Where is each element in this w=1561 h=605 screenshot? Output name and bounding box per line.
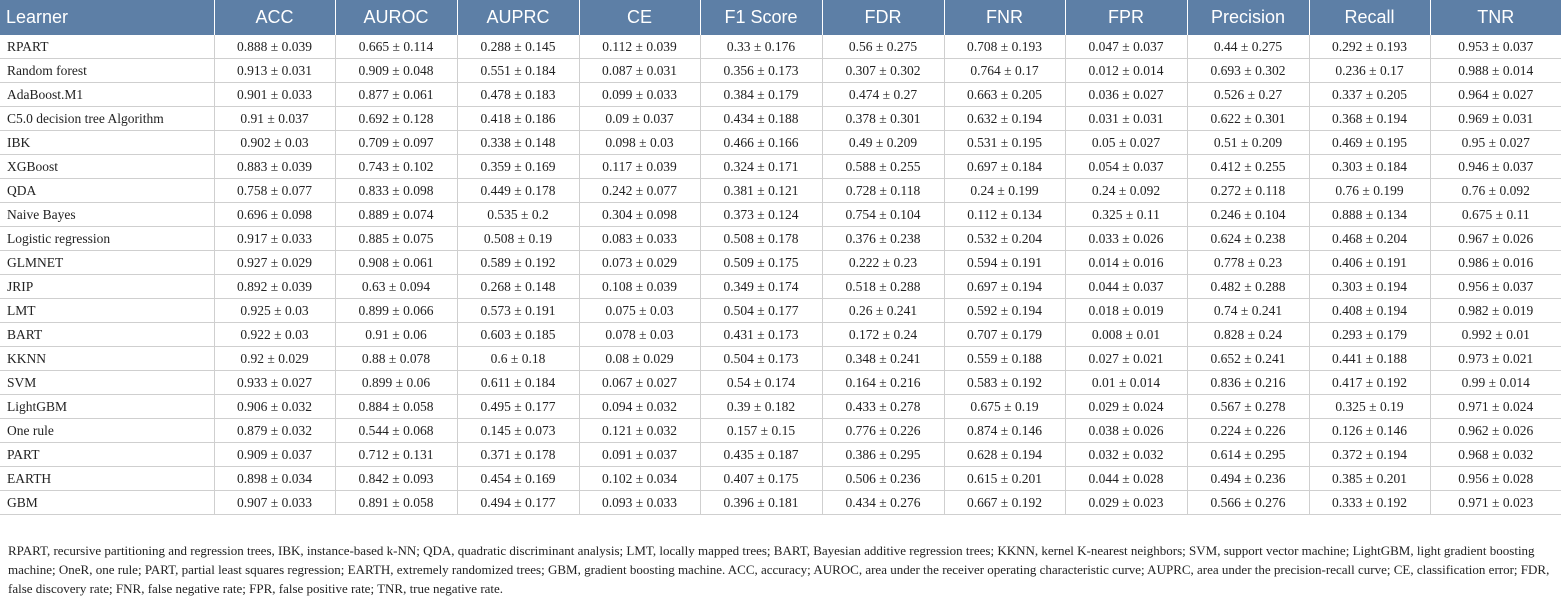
learner-name-cell: IBK [0, 131, 214, 155]
metric-cell: 0.879 ± 0.032 [214, 419, 335, 443]
metric-cell: 0.495 ± 0.177 [457, 395, 579, 419]
metric-cell: 0.964 ± 0.027 [1430, 83, 1561, 107]
metric-cell: 0.372 ± 0.194 [1309, 443, 1430, 467]
metric-cell: 0.418 ± 0.186 [457, 107, 579, 131]
learner-name-cell: KKNN [0, 347, 214, 371]
table-body [0, 35, 1561, 515]
metric-cell: 0.969 ± 0.031 [1430, 107, 1561, 131]
metric-cell: 0.08 ± 0.029 [579, 347, 700, 371]
metric-cell: 0.946 ± 0.037 [1430, 155, 1561, 179]
metric-cell: 0.888 ± 0.134 [1309, 203, 1430, 227]
metric-cell: 0.24 ± 0.092 [1065, 179, 1187, 203]
table-row [0, 347, 1561, 371]
header-row [0, 0, 1561, 35]
metric-cell: 0.592 ± 0.194 [944, 299, 1065, 323]
metric-cell: 0.031 ± 0.031 [1065, 107, 1187, 131]
metric-cell: 0.494 ± 0.177 [457, 491, 579, 515]
metric-cell: 0.917 ± 0.033 [214, 227, 335, 251]
metric-cell: 0.047 ± 0.037 [1065, 35, 1187, 59]
table-row [0, 131, 1561, 155]
metric-cell: 0.407 ± 0.175 [700, 467, 822, 491]
metric-cell: 0.663 ± 0.205 [944, 83, 1065, 107]
table-row [0, 395, 1561, 419]
metric-cell: 0.594 ± 0.191 [944, 251, 1065, 275]
learner-name-cell: JRIP [0, 275, 214, 299]
metric-cell: 0.368 ± 0.194 [1309, 107, 1430, 131]
metric-cell: 0.385 ± 0.201 [1309, 467, 1430, 491]
column-header: FPR [1065, 0, 1187, 35]
learner-name-cell: C5.0 decision tree Algorithm [0, 107, 214, 131]
metric-cell: 0.544 ± 0.068 [335, 419, 457, 443]
metric-cell: 0.56 ± 0.275 [822, 35, 944, 59]
metric-cell: 0.087 ± 0.031 [579, 59, 700, 83]
metric-cell: 0.696 ± 0.098 [214, 203, 335, 227]
metric-cell: 0.246 ± 0.104 [1187, 203, 1309, 227]
metric-cell: 0.667 ± 0.192 [944, 491, 1065, 515]
metric-cell: 0.971 ± 0.023 [1430, 491, 1561, 515]
metric-cell: 0.075 ± 0.03 [579, 299, 700, 323]
metric-cell: 0.92 ± 0.029 [214, 347, 335, 371]
metric-cell: 0.526 ± 0.27 [1187, 83, 1309, 107]
metric-cell: 0.624 ± 0.238 [1187, 227, 1309, 251]
metric-cell: 0.728 ± 0.118 [822, 179, 944, 203]
metric-cell: 0.509 ± 0.175 [700, 251, 822, 275]
metric-cell: 0.892 ± 0.039 [214, 275, 335, 299]
table-row [0, 467, 1561, 491]
metric-cell: 0.307 ± 0.302 [822, 59, 944, 83]
metric-cell: 0.033 ± 0.026 [1065, 227, 1187, 251]
metric-cell: 0.067 ± 0.027 [579, 371, 700, 395]
metric-cell: 0.449 ± 0.178 [457, 179, 579, 203]
metric-cell: 0.242 ± 0.077 [579, 179, 700, 203]
metric-cell: 0.094 ± 0.032 [579, 395, 700, 419]
metric-cell: 0.304 ± 0.098 [579, 203, 700, 227]
metric-cell: 0.33 ± 0.176 [700, 35, 822, 59]
metric-cell: 0.708 ± 0.193 [944, 35, 1065, 59]
metric-cell: 0.603 ± 0.185 [457, 323, 579, 347]
metric-cell: 0.412 ± 0.255 [1187, 155, 1309, 179]
metric-cell: 0.268 ± 0.148 [457, 275, 579, 299]
learner-name-cell: SVM [0, 371, 214, 395]
table-row [0, 83, 1561, 107]
metric-cell: 0.693 ± 0.302 [1187, 59, 1309, 83]
column-header: AUROC [335, 0, 457, 35]
metric-cell: 0.099 ± 0.033 [579, 83, 700, 107]
metric-cell: 0.764 ± 0.17 [944, 59, 1065, 83]
table-row [0, 59, 1561, 83]
metric-cell: 0.044 ± 0.037 [1065, 275, 1187, 299]
metric-cell: 0.531 ± 0.195 [944, 131, 1065, 155]
metric-cell: 0.288 ± 0.145 [457, 35, 579, 59]
metric-cell: 0.292 ± 0.193 [1309, 35, 1430, 59]
metric-cell: 0.26 ± 0.241 [822, 299, 944, 323]
metric-cell: 0.842 ± 0.093 [335, 467, 457, 491]
metric-cell: 0.126 ± 0.146 [1309, 419, 1430, 443]
metric-cell: 0.038 ± 0.026 [1065, 419, 1187, 443]
table-header [0, 0, 1561, 35]
learner-name-cell: LMT [0, 299, 214, 323]
metric-cell: 0.953 ± 0.037 [1430, 35, 1561, 59]
table-row [0, 371, 1561, 395]
metric-cell: 0.172 ± 0.24 [822, 323, 944, 347]
table-row [0, 491, 1561, 515]
metric-cell: 0.622 ± 0.301 [1187, 107, 1309, 131]
metric-cell: 0.027 ± 0.021 [1065, 347, 1187, 371]
metric-cell: 0.632 ± 0.194 [944, 107, 1065, 131]
metric-cell: 0.504 ± 0.173 [700, 347, 822, 371]
learner-name-cell: PART [0, 443, 214, 467]
metric-cell: 0.877 ± 0.061 [335, 83, 457, 107]
metric-cell: 0.776 ± 0.226 [822, 419, 944, 443]
metric-cell: 0.431 ± 0.173 [700, 323, 822, 347]
metric-cell: 0.508 ± 0.19 [457, 227, 579, 251]
metric-cell: 0.899 ± 0.06 [335, 371, 457, 395]
column-header: CE [579, 0, 700, 35]
metric-cell: 0.692 ± 0.128 [335, 107, 457, 131]
metric-cell: 0.901 ± 0.033 [214, 83, 335, 107]
column-header: FNR [944, 0, 1065, 35]
metric-cell: 0.032 ± 0.032 [1065, 443, 1187, 467]
metric-cell: 0.337 ± 0.205 [1309, 83, 1430, 107]
metric-cell: 0.349 ± 0.174 [700, 275, 822, 299]
metric-cell: 0.435 ± 0.187 [700, 443, 822, 467]
metric-cell: 0.611 ± 0.184 [457, 371, 579, 395]
metric-cell: 0.506 ± 0.236 [822, 467, 944, 491]
metric-cell: 0.384 ± 0.179 [700, 83, 822, 107]
metric-cell: 0.49 ± 0.209 [822, 131, 944, 155]
learner-name-cell: AdaBoost.M1 [0, 83, 214, 107]
metric-cell: 0.968 ± 0.032 [1430, 443, 1561, 467]
metric-cell: 0.535 ± 0.2 [457, 203, 579, 227]
column-header: AUPRC [457, 0, 579, 35]
learner-name-cell: EARTH [0, 467, 214, 491]
metric-cell: 0.907 ± 0.033 [214, 491, 335, 515]
metric-cell: 0.614 ± 0.295 [1187, 443, 1309, 467]
metric-cell: 0.743 ± 0.102 [335, 155, 457, 179]
metric-cell: 0.833 ± 0.098 [335, 179, 457, 203]
metric-cell: 0.01 ± 0.014 [1065, 371, 1187, 395]
metric-cell: 0.992 ± 0.01 [1430, 323, 1561, 347]
metric-cell: 0.933 ± 0.027 [214, 371, 335, 395]
metric-cell: 0.39 ± 0.182 [700, 395, 822, 419]
learner-name-cell: LightGBM [0, 395, 214, 419]
metric-cell: 0.272 ± 0.118 [1187, 179, 1309, 203]
metric-cell: 0.908 ± 0.061 [335, 251, 457, 275]
metric-cell: 0.712 ± 0.131 [335, 443, 457, 467]
metric-cell: 0.508 ± 0.178 [700, 227, 822, 251]
column-header: FDR [822, 0, 944, 35]
metric-cell: 0.91 ± 0.06 [335, 323, 457, 347]
metric-cell: 0.121 ± 0.032 [579, 419, 700, 443]
metric-cell: 0.909 ± 0.037 [214, 443, 335, 467]
table-row [0, 227, 1561, 251]
metric-cell: 0.628 ± 0.194 [944, 443, 1065, 467]
column-header: Precision [1187, 0, 1309, 35]
table-row [0, 275, 1561, 299]
metric-cell: 0.54 ± 0.174 [700, 371, 822, 395]
learner-name-cell: Logistic regression [0, 227, 214, 251]
metric-cell: 0.494 ± 0.236 [1187, 467, 1309, 491]
learner-name-cell: One rule [0, 419, 214, 443]
metric-cell: 0.891 ± 0.058 [335, 491, 457, 515]
learner-name-cell: BART [0, 323, 214, 347]
table-row [0, 155, 1561, 179]
metric-cell: 0.434 ± 0.188 [700, 107, 822, 131]
table-row [0, 107, 1561, 131]
metric-cell: 0.434 ± 0.276 [822, 491, 944, 515]
metric-cell: 0.889 ± 0.074 [335, 203, 457, 227]
metric-cell: 0.51 ± 0.209 [1187, 131, 1309, 155]
metric-cell: 0.973 ± 0.021 [1430, 347, 1561, 371]
metric-cell: 0.102 ± 0.034 [579, 467, 700, 491]
learner-name-cell: Naive Bayes [0, 203, 214, 227]
metric-cell: 0.922 ± 0.03 [214, 323, 335, 347]
metric-cell: 0.906 ± 0.032 [214, 395, 335, 419]
metric-cell: 0.697 ± 0.194 [944, 275, 1065, 299]
metric-cell: 0.99 ± 0.014 [1430, 371, 1561, 395]
table-row [0, 299, 1561, 323]
column-header: Recall [1309, 0, 1430, 35]
metric-cell: 0.898 ± 0.034 [214, 467, 335, 491]
metric-cell: 0.6 ± 0.18 [457, 347, 579, 371]
metric-cell: 0.036 ± 0.027 [1065, 83, 1187, 107]
metric-cell: 0.652 ± 0.241 [1187, 347, 1309, 371]
metric-cell: 0.378 ± 0.301 [822, 107, 944, 131]
metric-cell: 0.504 ± 0.177 [700, 299, 822, 323]
metric-cell: 0.303 ± 0.184 [1309, 155, 1430, 179]
metric-cell: 0.925 ± 0.03 [214, 299, 335, 323]
table-row [0, 203, 1561, 227]
learner-name-cell: GBM [0, 491, 214, 515]
metric-cell: 0.63 ± 0.094 [335, 275, 457, 299]
metric-cell: 0.967 ± 0.026 [1430, 227, 1561, 251]
table-row [0, 323, 1561, 347]
metric-cell: 0.044 ± 0.028 [1065, 467, 1187, 491]
column-header: TNR [1430, 0, 1561, 35]
metric-cell: 0.76 ± 0.092 [1430, 179, 1561, 203]
metric-cell: 0.293 ± 0.179 [1309, 323, 1430, 347]
metric-cell: 0.956 ± 0.037 [1430, 275, 1561, 299]
metric-cell: 0.091 ± 0.037 [579, 443, 700, 467]
metric-cell: 0.098 ± 0.03 [579, 131, 700, 155]
learner-name-cell: Random forest [0, 59, 214, 83]
metric-cell: 0.108 ± 0.039 [579, 275, 700, 299]
metric-cell: 0.588 ± 0.255 [822, 155, 944, 179]
metric-cell: 0.396 ± 0.181 [700, 491, 822, 515]
metric-cell: 0.376 ± 0.238 [822, 227, 944, 251]
metric-cell: 0.008 ± 0.01 [1065, 323, 1187, 347]
learner-name-cell: QDA [0, 179, 214, 203]
metric-cell: 0.371 ± 0.178 [457, 443, 579, 467]
metric-cell: 0.95 ± 0.027 [1430, 131, 1561, 155]
metric-cell: 0.836 ± 0.216 [1187, 371, 1309, 395]
metric-cell: 0.567 ± 0.278 [1187, 395, 1309, 419]
metric-cell: 0.474 ± 0.27 [822, 83, 944, 107]
metric-cell: 0.874 ± 0.146 [944, 419, 1065, 443]
metric-cell: 0.117 ± 0.039 [579, 155, 700, 179]
metric-cell: 0.778 ± 0.23 [1187, 251, 1309, 275]
metric-cell: 0.338 ± 0.148 [457, 131, 579, 155]
metric-cell: 0.014 ± 0.016 [1065, 251, 1187, 275]
metric-cell: 0.828 ± 0.24 [1187, 323, 1309, 347]
metric-cell: 0.888 ± 0.039 [214, 35, 335, 59]
metric-cell: 0.88 ± 0.078 [335, 347, 457, 371]
table-row [0, 251, 1561, 275]
metric-cell: 0.054 ± 0.037 [1065, 155, 1187, 179]
metric-cell: 0.899 ± 0.066 [335, 299, 457, 323]
metric-cell: 0.754 ± 0.104 [822, 203, 944, 227]
metric-cell: 0.758 ± 0.077 [214, 179, 335, 203]
column-header: F1 Score [700, 0, 822, 35]
metric-cell: 0.303 ± 0.194 [1309, 275, 1430, 299]
metric-cell: 0.386 ± 0.295 [822, 443, 944, 467]
metric-cell: 0.224 ± 0.226 [1187, 419, 1309, 443]
metric-cell: 0.469 ± 0.195 [1309, 131, 1430, 155]
table-row [0, 443, 1561, 467]
metric-cell: 0.09 ± 0.037 [579, 107, 700, 131]
metric-cell: 0.913 ± 0.031 [214, 59, 335, 83]
table-footnote: RPART, recursive partitioning and regression trees, IBK, instance-based k-NN; QDA, quadratic discriminant analysis; LMT, locally mapped trees; BART, Bayesian additive regression trees; KKNN, kernel K-nearest neighbors; SVM, support vector machine; LightGBM, light gradient boosting machine; OneR, one rule; PART, partial least squares regression; EARTH, extremely randomized trees; GBM, gradient boosting machine. ACC, accuracy; AUROC, area under the receiver operating characteristic curve; AUPRC, area under the precision-recall curve; CE, classification error; FDR, false discovery rate; FNR, false negative rate; FPR, false positive rate; TNR, true negative rate. [8, 543, 1550, 596]
column-header: Learner [0, 0, 214, 35]
learner-name-cell: XGBoost [0, 155, 214, 179]
metric-cell: 0.112 ± 0.039 [579, 35, 700, 59]
metric-cell: 0.324 ± 0.171 [700, 155, 822, 179]
metric-cell: 0.982 ± 0.019 [1430, 299, 1561, 323]
metric-cell: 0.478 ± 0.183 [457, 83, 579, 107]
metric-cell: 0.05 ± 0.027 [1065, 131, 1187, 155]
table-row [0, 419, 1561, 443]
metric-cell: 0.018 ± 0.019 [1065, 299, 1187, 323]
metric-cell: 0.697 ± 0.184 [944, 155, 1065, 179]
metric-cell: 0.417 ± 0.192 [1309, 371, 1430, 395]
metric-cell: 0.164 ± 0.216 [822, 371, 944, 395]
metric-cell: 0.359 ± 0.169 [457, 155, 579, 179]
metric-cell: 0.408 ± 0.194 [1309, 299, 1430, 323]
metric-cell: 0.956 ± 0.028 [1430, 467, 1561, 491]
metric-cell: 0.029 ± 0.024 [1065, 395, 1187, 419]
metric-cell: 0.029 ± 0.023 [1065, 491, 1187, 515]
metric-cell: 0.532 ± 0.204 [944, 227, 1065, 251]
metric-cell: 0.518 ± 0.288 [822, 275, 944, 299]
metric-cell: 0.709 ± 0.097 [335, 131, 457, 155]
metric-cell: 0.589 ± 0.192 [457, 251, 579, 275]
metric-cell: 0.44 ± 0.275 [1187, 35, 1309, 59]
metric-cell: 0.083 ± 0.033 [579, 227, 700, 251]
metric-cell: 0.559 ± 0.188 [944, 347, 1065, 371]
metric-cell: 0.74 ± 0.241 [1187, 299, 1309, 323]
metric-cell: 0.433 ± 0.278 [822, 395, 944, 419]
metric-cell: 0.012 ± 0.014 [1065, 59, 1187, 83]
metric-cell: 0.971 ± 0.024 [1430, 395, 1561, 419]
metric-cell: 0.373 ± 0.124 [700, 203, 822, 227]
metric-cell: 0.406 ± 0.191 [1309, 251, 1430, 275]
metric-cell: 0.112 ± 0.134 [944, 203, 1065, 227]
metric-cell: 0.883 ± 0.039 [214, 155, 335, 179]
metric-cell: 0.76 ± 0.199 [1309, 179, 1430, 203]
metric-cell: 0.24 ± 0.199 [944, 179, 1065, 203]
learner-name-cell: GLMNET [0, 251, 214, 275]
metric-cell: 0.986 ± 0.016 [1430, 251, 1561, 275]
metric-cell: 0.91 ± 0.037 [214, 107, 335, 131]
metric-cell: 0.665 ± 0.114 [335, 35, 457, 59]
metric-cell: 0.236 ± 0.17 [1309, 59, 1430, 83]
column-header: ACC [214, 0, 335, 35]
metric-cell: 0.583 ± 0.192 [944, 371, 1065, 395]
learner-name-cell: RPART [0, 35, 214, 59]
metric-cell: 0.078 ± 0.03 [579, 323, 700, 347]
metric-cell: 0.615 ± 0.201 [944, 467, 1065, 491]
metric-cell: 0.885 ± 0.075 [335, 227, 457, 251]
metric-cell: 0.909 ± 0.048 [335, 59, 457, 83]
metric-cell: 0.454 ± 0.169 [457, 467, 579, 491]
metric-cell: 0.675 ± 0.19 [944, 395, 1065, 419]
metric-cell: 0.325 ± 0.19 [1309, 395, 1430, 419]
metric-cell: 0.145 ± 0.073 [457, 419, 579, 443]
metric-cell: 0.356 ± 0.173 [700, 59, 822, 83]
metric-cell: 0.333 ± 0.192 [1309, 491, 1430, 515]
metric-cell: 0.675 ± 0.11 [1430, 203, 1561, 227]
metric-cell: 0.093 ± 0.033 [579, 491, 700, 515]
metric-cell: 0.902 ± 0.03 [214, 131, 335, 155]
metric-cell: 0.222 ± 0.23 [822, 251, 944, 275]
metric-cell: 0.884 ± 0.058 [335, 395, 457, 419]
table-row [0, 35, 1561, 59]
metric-cell: 0.325 ± 0.11 [1065, 203, 1187, 227]
metric-cell: 0.573 ± 0.191 [457, 299, 579, 323]
metric-cell: 0.566 ± 0.276 [1187, 491, 1309, 515]
metric-cell: 0.441 ± 0.188 [1309, 347, 1430, 371]
metric-cell: 0.381 ± 0.121 [700, 179, 822, 203]
metric-cell: 0.482 ± 0.288 [1187, 275, 1309, 299]
metric-cell: 0.988 ± 0.014 [1430, 59, 1561, 83]
metric-cell: 0.157 ± 0.15 [700, 419, 822, 443]
metric-cell: 0.707 ± 0.179 [944, 323, 1065, 347]
metric-cell: 0.551 ± 0.184 [457, 59, 579, 83]
metric-cell: 0.073 ± 0.029 [579, 251, 700, 275]
metric-cell: 0.962 ± 0.026 [1430, 419, 1561, 443]
metric-cell: 0.466 ± 0.166 [700, 131, 822, 155]
metric-cell: 0.927 ± 0.029 [214, 251, 335, 275]
metric-cell: 0.348 ± 0.241 [822, 347, 944, 371]
metric-cell: 0.468 ± 0.204 [1309, 227, 1430, 251]
table-row [0, 179, 1561, 203]
